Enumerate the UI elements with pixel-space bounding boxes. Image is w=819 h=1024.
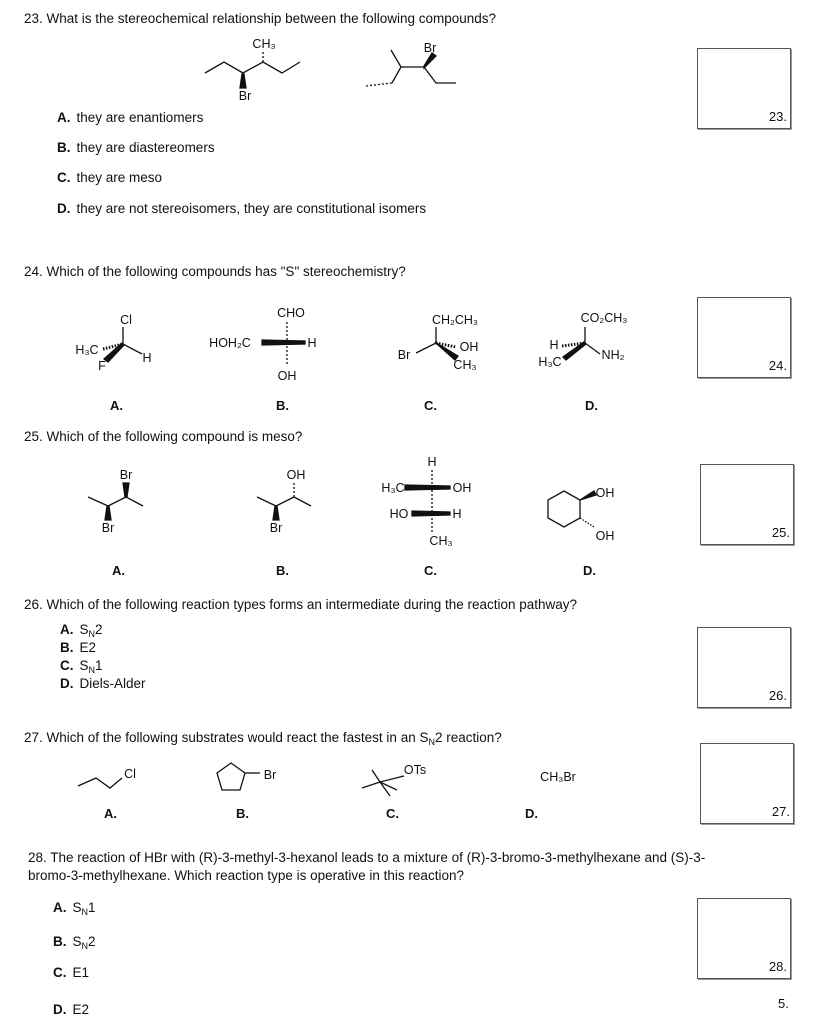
q23-option-c[interactable]: [57, 171, 162, 185]
option-text: 2: [88, 934, 96, 949]
atom-label: H: [549, 337, 559, 352]
choice-d[interactable]: D.: [525, 806, 538, 821]
choice-c[interactable]: C.: [424, 563, 437, 578]
atom-label: OTs: [403, 762, 427, 777]
atom-label: OH: [595, 528, 615, 543]
answer-box-27[interactable]: [700, 743, 794, 824]
choice-a[interactable]: A.: [112, 563, 125, 578]
q26-option-d[interactable]: [60, 677, 146, 691]
q24-structure-d: [562, 327, 600, 360]
option-text: S: [79, 622, 89, 637]
answer-box-label: 26.: [768, 688, 787, 703]
option-letter: C.: [60, 658, 74, 673]
answer-box-label: 23.: [768, 109, 787, 124]
option-text: they are enantiomers: [76, 110, 204, 125]
atom-label: Br: [423, 40, 437, 55]
q24-structure-b: [262, 322, 305, 366]
q28-option-c[interactable]: [53, 966, 89, 980]
option-text: E2: [72, 1002, 90, 1017]
q27-structure-c: [362, 770, 404, 796]
answer-box-23[interactable]: [697, 48, 791, 129]
choice-d[interactable]: D.: [583, 563, 596, 578]
option-subscript: N: [81, 941, 89, 951]
q25-structure-a: [88, 483, 143, 520]
atom-label: OH: [277, 368, 297, 383]
question-26: 26. Which of the following reaction types forms an intermediate during the reaction pathway?: [24, 597, 578, 612]
choice-a[interactable]: A.: [104, 806, 117, 821]
option-letter: C.: [57, 170, 71, 185]
choice-b[interactable]: B.: [276, 398, 289, 413]
q23-option-d[interactable]: [57, 202, 426, 216]
option-letter: C.: [53, 965, 67, 980]
question-25: 25. Which of the following compound is meso?: [24, 429, 303, 444]
q23-option-a[interactable]: [57, 111, 203, 125]
atom-label: H₃C: [538, 354, 562, 369]
question-27: [24, 731, 502, 745]
option-letter: B.: [57, 140, 71, 155]
q24-structure-c: [416, 327, 458, 360]
option-letter: A.: [57, 110, 71, 125]
option-text: S: [72, 934, 82, 949]
answer-box-26[interactable]: [697, 627, 791, 708]
atom-label: OH: [459, 339, 479, 354]
atom-label: NH₂: [601, 347, 625, 362]
question-24: 24. Which of the following compounds has "S" stereochemistry?: [24, 264, 406, 279]
question-28-line-2: bromo-3-methylhexane. Which reaction type is operative in this reaction?: [28, 868, 464, 883]
answer-box-25[interactable]: [700, 464, 794, 545]
atom-label: Cl: [124, 766, 136, 781]
option-letter: D.: [53, 1002, 67, 1017]
atom-label: H: [427, 454, 437, 469]
atom-label: CH₃Br: [540, 769, 576, 784]
option-text: S: [79, 658, 89, 673]
q28-option-b[interactable]: [53, 935, 96, 949]
q26-option-a[interactable]: [60, 623, 103, 637]
atom-label: OH: [286, 467, 306, 482]
q28-option-d[interactable]: [53, 1003, 89, 1017]
atom-label: Cl: [120, 312, 132, 327]
answer-box-label: 25.: [771, 525, 790, 540]
atom-label: H₃C: [75, 342, 99, 357]
option-text: 2: [95, 622, 103, 637]
question-23: 23. What is the stereochemical relationship between the following compounds?: [24, 11, 497, 26]
option-letter: D.: [57, 201, 71, 216]
answer-box-label: 24.: [768, 358, 787, 373]
option-text: E2: [79, 640, 97, 655]
option-letter: D.: [60, 676, 74, 691]
atom-label: HOH₂C: [209, 335, 251, 350]
atom-label: CO₂CH₃: [580, 310, 628, 325]
option-letter: B.: [53, 934, 67, 949]
q23-molecule-2: [366, 50, 456, 86]
atom-label: H: [452, 506, 462, 521]
q25-structure-b: [257, 483, 311, 520]
atom-label: Br: [101, 520, 115, 535]
choice-b[interactable]: B.: [276, 563, 289, 578]
atom-label: CH₂CH₃: [431, 312, 479, 327]
choice-b[interactable]: B.: [236, 806, 249, 821]
atom-label: Br: [397, 347, 411, 362]
atom-label: Br: [238, 88, 252, 103]
choice-a[interactable]: A.: [110, 398, 123, 413]
atom-label: H₃C: [381, 480, 405, 495]
choice-c[interactable]: C.: [424, 398, 437, 413]
atom-label: Br: [119, 467, 133, 482]
atom-label: F: [98, 358, 106, 373]
answer-box-label: 27.: [771, 804, 790, 819]
q27-structure-b: [217, 763, 260, 790]
option-text: 1: [88, 900, 96, 915]
answer-box-28[interactable]: [697, 898, 791, 979]
option-letter: A.: [60, 622, 74, 637]
question-text: 2 reaction?: [434, 730, 502, 745]
atom-label: Br: [263, 767, 277, 782]
q25-structure-d: [548, 491, 596, 527]
atom-label: CH₃: [252, 36, 276, 51]
answer-box-label: 28.: [768, 959, 787, 974]
atom-label: OH: [452, 480, 472, 495]
atom-label: CH₃: [429, 533, 453, 548]
option-subscript: N: [88, 629, 96, 639]
q26-option-c[interactable]: [60, 659, 103, 673]
atom-label: CHO: [277, 305, 305, 320]
atom-label: Br: [269, 520, 283, 535]
atom-label: H: [142, 350, 152, 365]
q23-option-b[interactable]: [57, 141, 215, 155]
option-subscript: N: [81, 907, 89, 917]
option-letter: A.: [53, 900, 67, 915]
choice-c[interactable]: C.: [386, 806, 399, 821]
option-text: they are not stereoisomers, they are constitutional isomers: [76, 201, 427, 216]
q23-molecule-1: [205, 50, 300, 88]
question-text: 27. Which of the following substrates would react the fastest in an S: [24, 730, 429, 745]
option-letter: B.: [60, 640, 74, 655]
question-subscript: N: [428, 737, 435, 747]
option-text: 1: [95, 658, 103, 673]
atom-label: OH: [595, 485, 615, 500]
atom-label: HO: [389, 506, 409, 521]
option-text: E1: [72, 965, 90, 980]
choice-d[interactable]: D.: [585, 398, 598, 413]
q27-structure-a: [78, 778, 122, 788]
atom-label: H: [307, 335, 317, 350]
atom-label: CH₃: [453, 357, 477, 372]
answer-box-24[interactable]: [697, 297, 791, 378]
q28-option-a[interactable]: [53, 901, 96, 915]
q26-option-b[interactable]: [60, 641, 96, 655]
q25-structure-c: [405, 470, 450, 532]
option-subscript: N: [88, 665, 96, 675]
page-number: 5.: [778, 996, 789, 1011]
q24-structure-a: [103, 327, 142, 362]
option-text: Diels-Alder: [79, 676, 146, 691]
option-text: they are diastereomers: [76, 140, 215, 155]
option-text: they are meso: [76, 170, 163, 185]
option-text: S: [72, 900, 82, 915]
question-28-line-1: 28. The reaction of HBr with (R)-3-methyl-3-hexanol leads to a mixture of (R)-3-bromo-3-methylhexane and (S)-3-: [28, 850, 706, 865]
